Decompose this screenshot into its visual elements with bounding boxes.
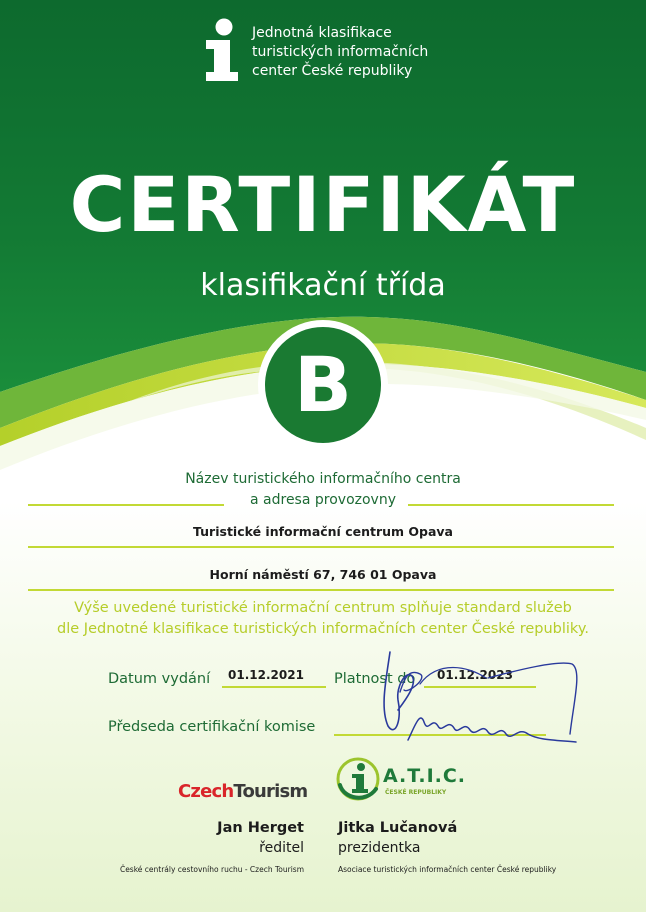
name-label-line-1: Název turistického informačního centra — [185, 471, 461, 487]
certificate-subtitle: klasifikační třída — [200, 268, 446, 303]
right-signatory-role: prezidentka — [338, 840, 421, 856]
czechtourism-logo-tourism: Tourism — [233, 781, 308, 802]
atic-logo-icon — [336, 755, 380, 803]
issue-date-value: 01.12.2021 — [228, 668, 304, 682]
name-label-line-2: a adresa provozovny — [250, 492, 396, 508]
atic-logo-name: A.T.I.C. — [383, 765, 467, 787]
issue-date-label: Datum vydání — [108, 671, 211, 687]
org-name-line-3: center České republiky — [252, 63, 413, 79]
info-logo-icon — [200, 18, 244, 82]
left-signatory-name: Jan Herget — [217, 820, 304, 836]
centre-address: Horní náměstí 67, 746 01 Opava — [209, 567, 437, 582]
right-signatory-org: Asociace turistických informačních center České republiky — [338, 865, 557, 874]
divider-address — [28, 589, 614, 591]
atic-logo-subtitle: ČESKÉ REPUBLIKY — [385, 789, 447, 796]
left-signatory-org: České centrály cestovního ruchu - Czech Tourism — [119, 865, 304, 874]
grade-letter: B — [294, 340, 352, 429]
org-name-line-1: Jednotná klasifikace — [252, 25, 392, 41]
left-signatory-role: ředitel — [259, 840, 304, 856]
certificate-title: CERTIFIKÁT — [69, 160, 577, 249]
org-name-line-2: turistických informačních — [252, 44, 429, 60]
classification-org-name — [252, 24, 428, 81]
handwritten-signature — [368, 630, 588, 750]
issue-date-line — [222, 686, 326, 688]
right-signatory-name: Jitka Lučanová — [338, 820, 458, 836]
czechtourism-logo — [178, 781, 307, 802]
divider-right — [408, 504, 614, 506]
centre-name: Turistické informační centrum Opava — [193, 524, 453, 539]
statement-line-1: Výše uvedené turistické informační centrum splňuje standard služeb — [74, 600, 572, 616]
valid-until-label: Platnost do — [334, 671, 416, 687]
czechtourism-logo-czech: Czech — [178, 781, 234, 802]
valid-until-value: 01.12.2023 — [437, 668, 513, 682]
statement-line-2: dle Jednotné klasifikace turistických informačních center České republiky. — [57, 621, 589, 637]
commission-chair-label: Předseda certifikační komise — [108, 719, 316, 735]
grade-badge — [258, 320, 388, 450]
divider-name — [28, 546, 614, 548]
